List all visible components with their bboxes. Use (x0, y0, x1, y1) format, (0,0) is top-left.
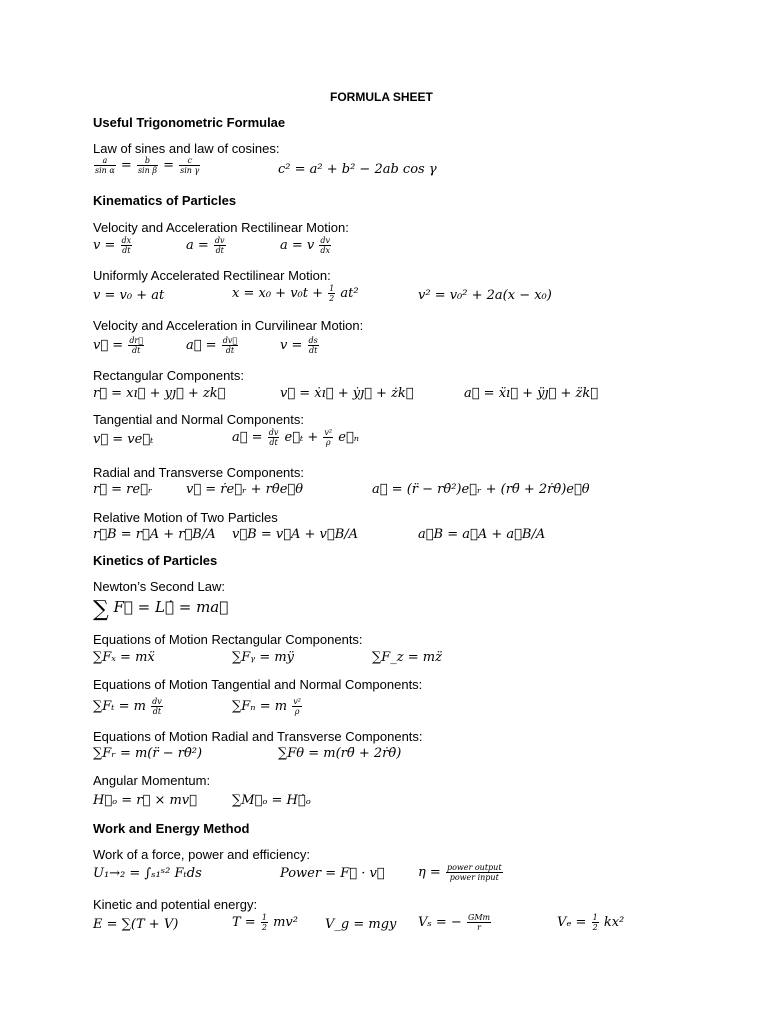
sub-curvilinear: Velocity and Acceleration in Curvilinear Motion: (93, 318, 364, 333)
eq-eom-y: ∑Fᵧ = mÿ (232, 650, 295, 665)
eq-energy-ve: Vₑ = $\frac{1}{2}$ kx² (557, 913, 625, 932)
sub-rectangular-components: Rectangular Components: (93, 368, 245, 383)
sub-newton-second-law: Newton’s Second Law: (93, 579, 226, 594)
eq-rel-a: a⃗B = a⃗A + a⃗B/A (418, 527, 546, 542)
eq-eom-z: ∑F_z = mz̈ (372, 650, 442, 665)
eq-rect-r: r⃗ = xı⃗ + yȷ⃗ + zk⃗ (93, 386, 226, 401)
eq-angmom-h: H⃗ₒ = r⃗ × mv⃗ (93, 793, 197, 808)
eq-rt-r: r⃗ = re⃗ᵣ (93, 482, 153, 497)
sub-velocity-rectilinear: Velocity and Acceleration Rectilinear Motion: (93, 220, 349, 235)
eq-eom-theta: ∑Fθ = m(rθ̈ + 2ṙθ̇) (278, 746, 402, 761)
sub-eom-tangential-normal: Equations of Motion Tangential and Normal Components: (93, 677, 423, 692)
eq-angmom-m: ∑M⃗ₒ = H⃗̇ₒ (232, 793, 311, 808)
eq-efficiency: η = $\frac{\text{power output}}{\text{power input}}$ (418, 863, 502, 882)
frac-c-sin-gamma: $\frac{c}{\text{sin γ}}$ (180, 156, 200, 175)
eq-a-v-dv-dx: a = v $\frac{dv}{dx}$ (280, 236, 331, 255)
eq-eom-x: ∑Fₓ = mẍ (93, 650, 155, 665)
eq-eom-r: ∑Fᵣ = m(r̈ − rθ̇²) (93, 746, 203, 761)
eq-work: U₁→₂ = ∫ₛ₁ˢ² Fₜds (93, 866, 202, 881)
section-trig-heading: Useful Trigonometric Formulae (93, 115, 286, 130)
eq-law-of-cosines: c² = a² + b² − 2ab cos γ (278, 162, 437, 177)
eq-rt-v: v⃗ = ṙe⃗ᵣ + rθ̇e⃗θ (186, 482, 304, 497)
sub-eom-rectangular: Equations of Motion Rectangular Components: (93, 632, 363, 647)
eq-uniform-x: x = x₀ + v₀t + $\frac{1}{2}$ at² (232, 284, 359, 303)
eq-power: Power = F⃗ · v⃗ (280, 866, 385, 881)
frac-b-sin-beta: $\frac{b}{\text{sin β}}$ (137, 156, 157, 175)
sub-eom-radial-transverse: Equations of Motion Radial and Transverse Components: (93, 729, 423, 744)
eq-energy-t: T = $\frac{1}{2}$ mv² (232, 913, 298, 932)
eq-curv-v: v⃗ = $\frac{dr⃗}{dt}$ (93, 336, 144, 355)
eq-eom-n: ∑Fₙ = m $\frac{\text{v²}}{\rho}$ (232, 697, 301, 716)
eq-energy-vg: V_g = mgy (325, 917, 397, 932)
section-work-heading: Work and Energy Method (93, 821, 250, 836)
eq-rt-a: a⃗ = (r̈ − rθ̇²)e⃗ᵣ + (rθ̈ + 2ṙθ̇)e⃗θ (372, 482, 590, 497)
eq-uniform-v: v = v₀ + at (93, 288, 165, 303)
sub-relative-motion: Relative Motion of Two Particles (93, 510, 278, 525)
sub-law-of-sines: Law of sines and law of cosines: (93, 141, 280, 156)
sub-kinetic-potential-energy: Kinetic and potential energy: (93, 897, 258, 912)
eq-rel-r: r⃗B = r⃗A + r⃗B/A (93, 527, 216, 542)
eq-energy-vs: Vₛ = − $\frac{\text{GMm}}{r}$ (418, 913, 491, 932)
sub-angular-momentum: Angular Momentum: (93, 773, 211, 788)
eq-a-dv-dt: a = $\frac{dv}{dt}$ (186, 236, 225, 255)
eq-energy-e: E = ∑(T + V) (93, 917, 179, 932)
section-kinetics-heading: Kinetics of Particles (93, 553, 218, 568)
eq-uniform-v2: v² = v₀² + 2a(x − x₀) (418, 288, 552, 303)
eq-rect-v: v⃗ = ẋı⃗ + ẏȷ⃗ + żk⃗ (280, 386, 414, 401)
eq-rect-a: a⃗ = ẍı⃗ + ÿȷ⃗ + z̈k⃗ (464, 386, 599, 401)
eq-newton: ∑ F⃗ = L⃗̇ = ma⃗ (93, 597, 229, 622)
page-title: FORMULA SHEET (330, 90, 433, 104)
eq-tn-v: v⃗ = ve⃗ₜ (93, 432, 154, 447)
eq-v-dx-dt: v = $\frac{dx}{dt}$ (93, 236, 132, 255)
sub-work-of-force: Work of a force, power and efficiency: (93, 847, 311, 862)
frac-a-sin-alpha: $\frac{a}{\text{sin α}}$ (95, 156, 115, 175)
eq-eom-t: ∑Fₜ = m $\frac{dv}{dt}$ (93, 697, 162, 716)
sub-tangential-normal: Tangential and Normal Components: (93, 412, 305, 427)
eq-curv-speed: v = $\frac{ds}{dt}$ (280, 336, 318, 355)
eq-rel-v: v⃗B = v⃗A + v⃗B/A (232, 527, 359, 542)
eq-tn-a: a⃗ = $\frac{dv}{dt}$ e⃗ₜ + $\frac{\text{v²}}{\rho}$ e⃗ₙ (232, 428, 360, 447)
sub-uniform-motion: Uniformly Accelerated Rectilinear Motion: (93, 268, 331, 283)
sub-radial-transverse: Radial and Transverse Components: (93, 465, 305, 480)
eq-law-of-sines: $\frac{a}{\text{sin α}}$ = $\frac{b}{\text{sin β}}$ = $\frac{c}{\text{sin γ}}$ (95, 156, 200, 175)
section-kinematics-heading: Kinematics of Particles (93, 193, 237, 208)
eq-curv-a: a⃗ = $\frac{dv⃗}{dt}$ (186, 336, 238, 355)
